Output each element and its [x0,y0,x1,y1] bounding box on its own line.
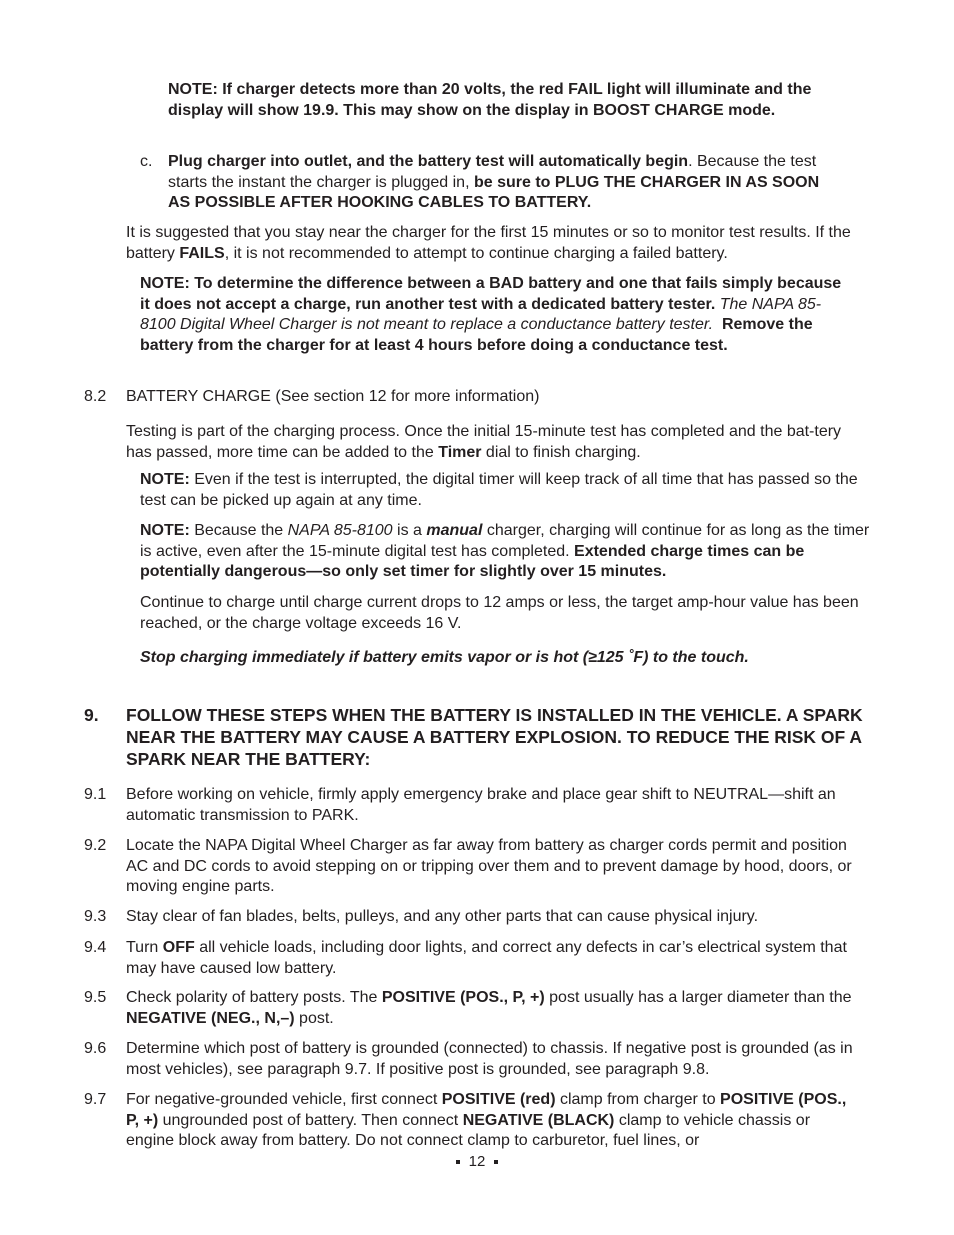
section-8-2-title: BATTERY CHARGE (See section 12 for more information) [126,388,540,405]
step-9-4-text: Turn OFF all vehicle loads, including door lights, and correct any defects in car’s electrical system that may have caused low battery. [126,939,847,977]
step-c-text: Plug charger into outlet, and the battery test will automatically begin. Because the test starts the instant the charger is plugged in, be sure to PLUG THE CHARGER IN AS SOON AS POSSIBLE AFTER HOOKING CABLES TO BATTERY. [168,153,820,212]
step-c-marker: c. [140,153,153,170]
step-9-2-text: Locate the NAPA Digital Wheel Charger as far away from battery as charger cords permit and position AC and DC cords to avoid stepping on or tripping over them and to prevent damage by hood, doors, or moving engine parts. [126,837,852,896]
step-9-1-text: Before working on vehicle, firmly apply emergency brake and place gear shift to NEUTRAL—shift an automatic transmission to PARK. [126,786,836,824]
step-9-6-text: Determine which post of battery is grounded (connected) to chassis. If negative post is grounded (as in most vehicles), see paragraph 9.7. If positive post is grounded, see paragraph 9.8. [126,1040,853,1078]
page-number: 12 [468,1153,486,1170]
step-9-5-number: 9.5 [84,989,107,1006]
para-suggest: It is suggested that you stay near the charger for the first 15 minutes or so to monitor test results. If the battery FAILS, it is not recommended to attempt to continue charging a failed battery. [126,224,851,262]
section-9-number: 9. [84,705,99,725]
section-8-2-number: 8.2 [84,388,107,405]
step-9-5-text: Check polarity of battery posts. The POSITIVE (POS., P, +) post usually has a larger diameter than the NEGATIVE (NEG., N,–) post. [126,989,852,1027]
section-9-title: FOLLOW THESE STEPS WHEN THE BATTERY IS INSTALLED IN THE VEHICLE. A SPARK NEAR THE BATTERY MAY CAUSE A BATTERY EXPLOSION. TO REDUCE THE RISK OF A SPARK NEAR THE BATTERY: [126,705,863,770]
note-interrupted: NOTE: Even if the test is interrupted, the digital timer will keep track of all time that has passed so the test can be picked up again at any time. [140,471,858,509]
bullet-square-icon [456,1160,460,1164]
step-9-2-number: 9.2 [84,837,107,854]
note-manual: NOTE: Because the NAPA 85-8100 is a manual charger, charging will continue for as long as the timer is active, even after the 15-minute digital test has completed. Extended charge times can be potentially dangerous—so only set timer for slightly over 15 minutes. [140,522,870,581]
step-9-3-number: 9.3 [84,908,107,925]
note-fail-light: NOTE: If charger detects more than 20 volts, the red FAIL light will illuminate and the display will show 19.9. This may show on the display in BOOST CHARGE mode. [168,81,812,119]
warning-stop-charging: Stop charging immediately if battery emits vapor or is hot (≥125 ˚F) to the touch. [140,649,749,666]
para-testing: Testing is part of the charging process. Once the initial 15-minute test has completed and the bat-tery has passed, more time can be added to the Timer dial to finish charging. [126,423,842,461]
step-9-3-text: Stay clear of fan blades, belts, pulleys, and any other parts that can cause physical injury. [126,908,759,925]
step-9-4-number: 9.4 [84,939,107,956]
step-9-7-number: 9.7 [84,1091,107,1108]
step-9-6-number: 9.6 [84,1040,107,1057]
step-9-7-text: For negative-grounded vehicle, first connect POSITIVE (red) clamp from charger to POSITIVE (POS., P, +) ungrounded post of battery. Then connect NEGATIVE (BLACK) clamp to vehicle chassis or engine block away from battery. Do not connect clamp to carburetor, fuel lines, or [126,1091,847,1150]
step-9-1-number: 9.1 [84,786,107,803]
page-footer [0,1153,954,1170]
bullet-square-icon [494,1160,498,1164]
note-bad-battery: NOTE: To determine the difference between a BAD battery and one that fails simply because it does not accept a charge, run another test with a dedicated battery tester. The NAPA 85-8100 Digital Wheel Charger is not meant to replace a conductance battery tester. Remove the battery from the charger for at least 4 hours before doing a conductance test. [140,275,842,354]
para-continue: Continue to charge until charge current drops to 12 amps or less, the target amp-hour value has been reached, or the charge voltage exceeds 16 V. [140,594,859,632]
